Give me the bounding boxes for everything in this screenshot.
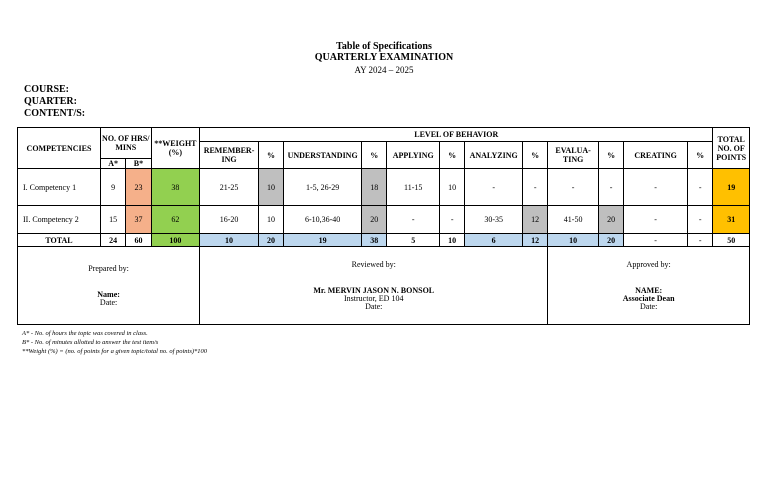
creating-header: CREATING (624, 142, 688, 169)
total-applying: 5 (387, 234, 440, 247)
a-header: A* (101, 159, 126, 169)
total-analyzing: 6 (465, 234, 523, 247)
approved-by-label: Approved by: (626, 259, 671, 269)
total-understanding-pct: 38 (362, 234, 387, 247)
footnotes (22, 329, 207, 356)
table-row (18, 169, 750, 206)
total-evaluating: 10 (548, 234, 599, 247)
weight-header: **WEIGHT (%) (151, 128, 200, 169)
pct-header: % (598, 142, 623, 169)
minutes-cell: 23 (126, 169, 151, 206)
understanding-pct: 20 (362, 206, 387, 234)
remembering-items: 21-25 (200, 169, 259, 206)
weight-cell: 38 (151, 169, 200, 206)
creating-items: - (624, 206, 688, 234)
total-label: TOTAL (18, 234, 101, 247)
creating-items: - (624, 169, 688, 206)
evaluating-items: - (548, 169, 599, 206)
remembering-pct: 10 (258, 169, 283, 206)
grand-total-points: 50 (713, 234, 750, 247)
total-creating-pct: - (687, 234, 712, 247)
applying-pct: 10 (440, 169, 465, 206)
academic-year: AY 2024 – 2025 (354, 65, 414, 75)
creating-pct: - (687, 206, 712, 234)
evaluating-items: 41-50 (548, 206, 599, 234)
course-label: COURSE: (24, 84, 70, 95)
remembering-header: REMEMBER-ING (200, 142, 259, 169)
reviewed-date-label: Date: (365, 301, 383, 311)
total-points-cell: 19 (713, 169, 750, 206)
footnote-b: B* - No. of minutes allotted to answer the test item/s (22, 339, 159, 346)
footnote-a: A* - No. of hours the topic was covered in class. (22, 330, 148, 337)
minutes-cell: 37 (126, 206, 151, 234)
total-remembering-pct: 20 (258, 234, 283, 247)
course-meta (24, 84, 85, 120)
b-header: B* (126, 159, 151, 169)
remembering-items: 16-20 (200, 206, 259, 234)
reviewed-by-label: Reviewed by: (351, 259, 396, 269)
remembering-pct: 10 (258, 206, 283, 234)
competencies-header: COMPETENCIES (18, 128, 101, 169)
specifications-table (17, 127, 750, 325)
reviewed-by-block (200, 247, 548, 325)
approver-name-label: NAME: (635, 285, 663, 295)
analyzing-items: - (465, 169, 523, 206)
hrs-mins-header: NO. OF HRS/ MINS (101, 128, 152, 159)
total-weight: 100 (151, 234, 200, 247)
total-evaluating-pct: 20 (598, 234, 623, 247)
pct-header: % (523, 142, 548, 169)
total-analyzing-pct: 12 (523, 234, 548, 247)
total-remembering: 10 (200, 234, 259, 247)
total-applying-pct: 10 (440, 234, 465, 247)
exam-subtitle: QUARTERLY EXAMINATION (314, 52, 454, 63)
reviewer-title: Instructor, ED 104 (344, 293, 404, 303)
approved-by-block (548, 247, 750, 325)
analyzing-pct: 12 (523, 206, 548, 234)
content-label: CONTENT/S: (24, 108, 86, 119)
total-row (18, 234, 750, 247)
applying-items: - (387, 206, 440, 234)
total-creating: - (624, 234, 688, 247)
reviewer-name: Mr. MERVIN JASON N. BONSOL (313, 285, 435, 295)
analyzing-items: 30-35 (465, 206, 523, 234)
competency-name: I. Competency 1 (18, 169, 101, 206)
creating-pct: - (687, 169, 712, 206)
prepared-date-label: Date: (99, 297, 118, 307)
signature-row (18, 247, 750, 325)
total-points-header: TOTAL NO. OF POINTS (713, 128, 750, 169)
pct-header: % (687, 142, 712, 169)
analyzing-header: ANALYZING (465, 142, 523, 169)
total-hours: 24 (101, 234, 126, 247)
prepared-by-label: Prepared by: (88, 263, 129, 273)
table-row (18, 206, 750, 234)
hours-cell: 15 (101, 206, 126, 234)
applying-pct: - (440, 206, 465, 234)
understanding-pct: 18 (362, 169, 387, 206)
quarter-label: QUARTER: (24, 96, 77, 107)
level-of-behavior-header: LEVEL OF BEHAVIOR (200, 128, 713, 142)
applying-header: APPLYING (387, 142, 440, 169)
understanding-items: 6-10,36-40 (284, 206, 362, 234)
applying-items: 11-15 (387, 169, 440, 206)
footnote-weight: **Weight (%) = (no. of points for a given topic/total no. of points)*100 (22, 348, 208, 355)
prepared-name-label: Name: (97, 289, 120, 299)
evaluating-pct: 20 (598, 206, 623, 234)
approved-date-label: Date: (639, 301, 658, 311)
hours-cell: 9 (101, 169, 126, 206)
document-title: Table of Specifications (336, 41, 432, 52)
pct-header: % (258, 142, 283, 169)
total-minutes: 60 (126, 234, 151, 247)
prepared-by-block (18, 247, 200, 325)
approver-title: Associate Dean (622, 293, 675, 303)
total-understanding: 19 (284, 234, 362, 247)
understanding-header: UNDERSTANDING (284, 142, 362, 169)
analyzing-pct: - (523, 169, 548, 206)
weight-cell: 62 (151, 206, 200, 234)
total-points-cell: 31 (713, 206, 750, 234)
evaluating-pct: - (598, 169, 623, 206)
competency-name: II. Competency 2 (18, 206, 101, 234)
pct-header: % (440, 142, 465, 169)
understanding-items: 1-5, 26-29 (284, 169, 362, 206)
pct-header: % (362, 142, 387, 169)
evaluating-header: EVALUA-TING (548, 142, 599, 169)
